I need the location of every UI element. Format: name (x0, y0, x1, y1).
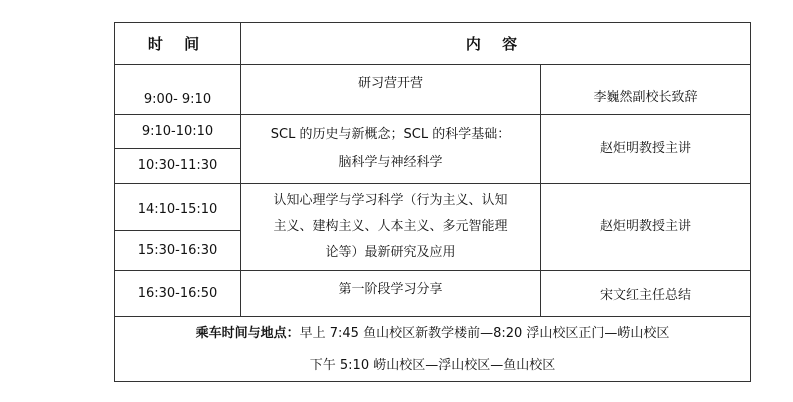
time-cell: 9:00- 9:10 (143, 91, 212, 107)
activity-cell (241, 184, 540, 270)
table-border-bottom (114, 381, 751, 382)
header-time: 时 间 (147, 34, 208, 53)
speaker-cell: 赵炬明教授主讲 (599, 219, 691, 234)
row-divider (114, 316, 751, 317)
time-cell: 14:10-15:10 (137, 202, 218, 217)
activity-line: 脑科学与神经科学 (338, 155, 443, 170)
speaker-cell: 宋文红主任总结 (599, 288, 691, 303)
activity-line: 论等）最新研究及应用 (325, 245, 456, 260)
bus-schedule-label: 乘车时间与地点： (195, 326, 300, 341)
activity-cell: 研习营开营 (357, 76, 423, 91)
activity-cell: 第一阶段学习分享 (338, 282, 443, 297)
time-cell: 16:30-16:50 (137, 285, 218, 301)
time-cell: 10:30-11:30 (137, 158, 218, 173)
bus-schedule-afternoon: 下午 5:10 崂山校区—浮山校区—鱼山校区 (309, 358, 556, 373)
activity-line: SCL 的历史与新概念；SCL 的科学基础： (270, 127, 511, 142)
table-border-right (750, 22, 751, 382)
time-cell: 9:10-10:10 (141, 123, 214, 139)
activity-line: 认知心理学与学习科学（行为主义、认知 (273, 193, 508, 208)
speaker-cell: 李巍然副校长致辞 (593, 90, 698, 105)
bus-schedule-morning-text: 早上 7:45 鱼山校区新教学楼前—8:20 浮山校区正门—崂山校区 (299, 326, 670, 341)
speaker-cell: 赵炬明教授主讲 (599, 141, 691, 156)
header-content: 内 容 (465, 34, 526, 53)
time-cell: 15:30-16:30 (137, 242, 218, 258)
activity-cell (241, 115, 540, 183)
activity-line: 主义、建构主义、人本主义、多元智能理 (273, 219, 508, 234)
bus-schedule-morning (115, 318, 750, 350)
